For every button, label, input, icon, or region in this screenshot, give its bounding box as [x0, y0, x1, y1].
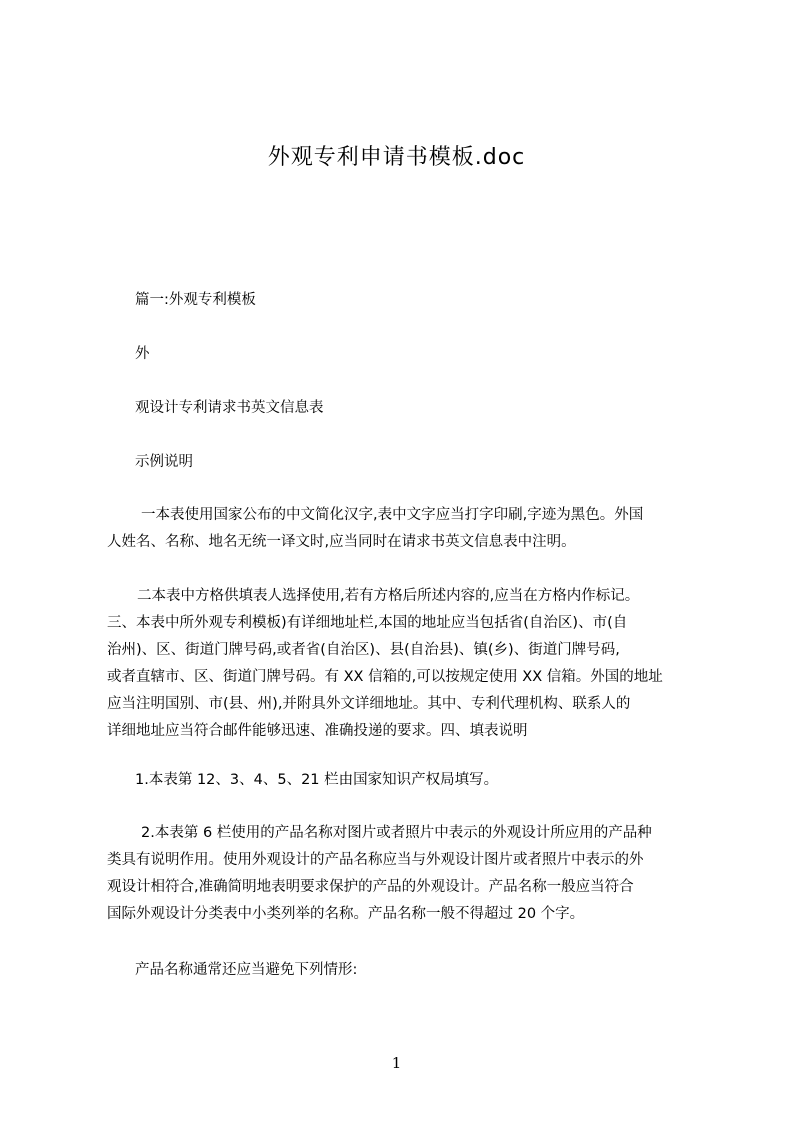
- paragraph-line: 或者直辖市、区、街道门牌号码。有 XX 信箱的,可以按规定使用 XX 信箱。外国的地址: [107, 669, 663, 685]
- paragraph-line: 详细地址应当符合邮件能够迅速、准确投递的要求。四、填表说明: [107, 723, 528, 739]
- paragraph-line: 人姓名、名称、地名无统一译文时,应当同时在请求书英文信息表中注明。: [107, 534, 576, 550]
- paragraph-form-title: 观设计专利请求书英文信息表: [135, 400, 324, 416]
- paragraph-wai: 外: [135, 346, 150, 362]
- section-heading: 篇一:外观专利模板: [135, 292, 256, 308]
- paragraph-line: 应当注明国别、市(县、州),并附具外文详细地址。其中、专利代理机构、联系人的: [107, 696, 631, 712]
- paragraph-line: 观设计相符合,准确简明地表明要求保护的产品的外观设计。产品名称一般应当符合: [107, 879, 634, 895]
- paragraph-line: 治州)、区、街道门牌号码,或者省(自治区)、县(自治县)、镇(乡)、街道门牌号码,: [107, 642, 620, 658]
- document-title: 外观专利申请书模板.doc: [267, 145, 526, 170]
- paragraph-4: [107, 820, 703, 928]
- paragraph-line: 二本表中方格供填表人选择使用,若有方格后所述内容的,应当在方格内作标记。: [137, 588, 640, 604]
- paragraph-line: 2.本表第 6 栏使用的产品名称对图片或者照片中表示的外观设计所应用的产品种: [141, 825, 652, 841]
- paragraph-line: 国际外观设计分类表中小类列举的名称。产品名称一般不得超过 20 个字。: [107, 906, 585, 922]
- paragraph-3: 1.本表第 12、3、4、5、21 栏由国家知识产权局填写。: [135, 772, 499, 788]
- paragraph-5: 产品名称通常还应当避免下列情形:: [135, 962, 358, 978]
- paragraph-2: [107, 583, 703, 745]
- paragraph-line: 三、本表中所外观专利模板)有详细地址栏,本国的地址应当包括省(自治区)、市(自: [107, 615, 628, 631]
- paragraph-1: [107, 502, 703, 556]
- paragraph-line: 一本表使用国家公布的中文简化汉字,表中文字应当打字印刷,字迹为黑色。外国: [141, 507, 644, 523]
- paragraph-example: 示例说明: [135, 454, 193, 470]
- paragraph-line: 类具有说明作用。使用外观设计的产品名称应当与外观设计图片或者照片中表示的外: [107, 852, 644, 868]
- page-number: 1: [391, 1054, 402, 1072]
